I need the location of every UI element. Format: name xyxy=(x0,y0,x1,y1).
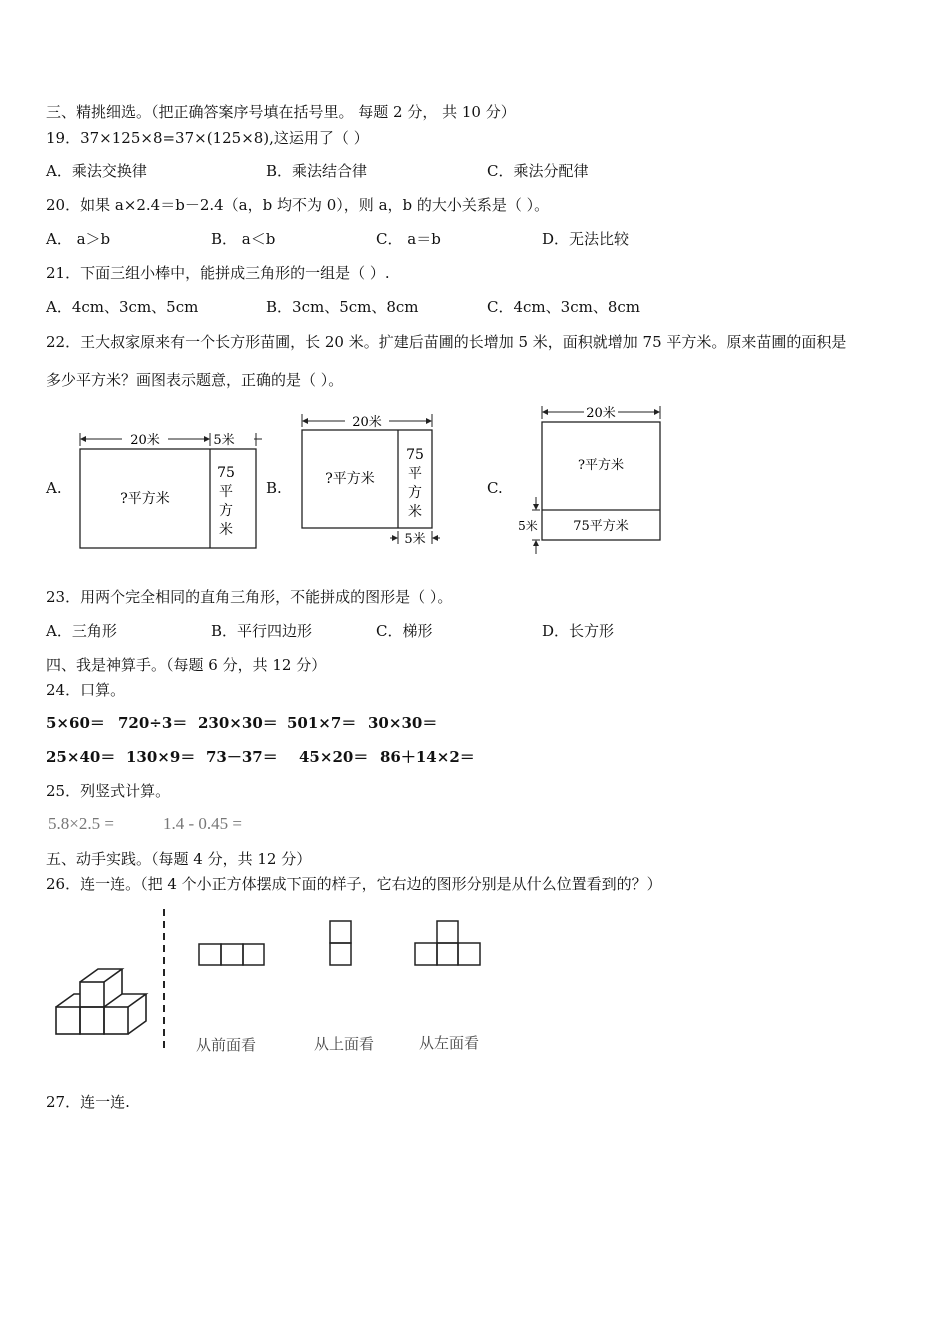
fig-b-unknown-area: ?平方米 xyxy=(325,471,375,487)
q20-option-a[interactable]: A． a＞b xyxy=(46,230,111,248)
fig-a-ping: 平 xyxy=(219,484,233,500)
fig-a-mi: 米 xyxy=(219,522,233,538)
fig-c-unknown-area: ?平方米 xyxy=(578,458,624,473)
q19-option-a[interactable]: A．乘法交换律 xyxy=(46,162,147,180)
fig-a-75: 75 xyxy=(217,465,235,481)
q23-stem: 23．用两个完全相同的直角三角形，不能拼成的图形是（ ）。 xyxy=(46,588,453,606)
q20-option-d[interactable]: D．无法比较 xyxy=(542,230,630,248)
q22-option-a-label[interactable]: A. xyxy=(46,479,62,497)
q19-stem: 19．37×125×8=37×(125×8),这运用了（ ） xyxy=(46,129,369,147)
q22-figure-b[interactable] xyxy=(298,410,450,550)
q22-figure-a[interactable] xyxy=(76,428,266,553)
q25-item-2: 1.4 - 0.45 = xyxy=(163,814,242,833)
q20-stem: 20．如果 a×2.4＝b－2.4（a，b 均不为 0），则 a，b 的大小关系是（ ）。 xyxy=(46,196,550,214)
q23-option-a[interactable]: A．三角形 xyxy=(46,622,117,640)
q19-option-c[interactable]: C．乘法分配律 xyxy=(487,162,589,180)
fig-a-unknown-area: ?平方米 xyxy=(120,491,170,507)
view-label-front[interactable]: 从前面看 xyxy=(195,1036,257,1054)
view-label-top[interactable]: 从上面看 xyxy=(313,1035,375,1053)
view-t-shape[interactable] xyxy=(415,921,480,965)
q23-option-d[interactable]: D．长方形 xyxy=(542,622,615,640)
view-two-stacked[interactable] xyxy=(330,921,351,965)
fig-c-len20: 20米 xyxy=(586,406,616,421)
view-label-left[interactable]: 从左面看 xyxy=(418,1034,480,1052)
view-three-in-row[interactable] xyxy=(199,944,264,965)
q26-figure xyxy=(48,905,508,1060)
q24-stem: 24．口算。 xyxy=(46,681,126,699)
fig-a-len5: 5米 xyxy=(213,433,235,448)
q20-option-c[interactable]: C． a＝b xyxy=(376,230,441,248)
cube-stack-drawing xyxy=(56,969,146,1034)
q22-option-c-label[interactable]: C. xyxy=(487,479,503,497)
q24-r2-1: 25×40＝ xyxy=(46,748,116,766)
q21-stem: 21．下面三组小棒中，能拼成三角形的一组是（ ）. xyxy=(46,264,390,282)
q22-option-b-label[interactable]: B. xyxy=(266,479,282,497)
q25-stem: 25．列竖式计算。 xyxy=(46,782,171,800)
q24-r1-1: 5×60＝ xyxy=(46,714,105,732)
q24-r2-4: 45×20＝ xyxy=(299,748,369,766)
q26-stem: 26．连一连。（把 4 个小正方体摆成下面的样子，它右边的图形分别是从什么位置看到的？） xyxy=(46,875,662,893)
fig-c-area75: 75平方米 xyxy=(573,519,629,534)
q24-r1-4: 501×7＝ xyxy=(287,714,357,732)
q21-option-a[interactable]: A．4cm、3cm、5cm xyxy=(46,298,199,316)
q27-stem: 27．连一连. xyxy=(46,1093,130,1111)
q24-r2-3: 73－37＝ xyxy=(206,748,278,766)
q19-option-b[interactable]: B．乘法结合律 xyxy=(266,162,368,180)
fig-b-75: 75 xyxy=(406,447,424,463)
q22-figure-c[interactable] xyxy=(512,402,667,557)
q24-r1-2: 720÷3＝ xyxy=(118,714,188,732)
q24-r2-5: 86＋14×2＝ xyxy=(380,748,475,766)
fig-a-len20: 20米 xyxy=(130,433,160,448)
fig-b-fang: 方 xyxy=(408,485,422,501)
q21-option-c[interactable]: C．4cm、3cm、8cm xyxy=(487,298,640,316)
q23-option-b[interactable]: B．平行四边形 xyxy=(211,622,313,640)
fig-c-len5: 5米 xyxy=(518,519,538,533)
q23-option-c[interactable]: C．梯形 xyxy=(376,622,433,640)
q24-r1-5: 30×30＝ xyxy=(368,714,438,732)
q25-item-1: 5.8×2.5 = xyxy=(48,814,114,833)
q24-r1-3: 230×30＝ xyxy=(198,714,278,732)
fig-b-len5: 5米 xyxy=(404,532,426,547)
fig-b-mi: 米 xyxy=(408,504,422,520)
q22-stem-line2: 多少平方米？画图表示题意，正确的是（ ）。 xyxy=(46,371,344,389)
fig-b-len20: 20米 xyxy=(352,415,382,430)
fig-b-ping: 平 xyxy=(408,466,422,482)
q22-stem-line1: 22．王大叔家原来有一个长方形苗圃，长 20 米。扩建后苗圃的长增加 5 米，面积就增加 75 平方米。原来苗圃的面积是 xyxy=(46,333,847,351)
section3-title: 三、精挑细选。（把正确答案序号填在括号里。 每题 2 分， 共 10 分） xyxy=(46,103,516,121)
q24-r2-2: 130×9＝ xyxy=(126,748,196,766)
q20-option-b[interactable]: B． a＜b xyxy=(211,230,276,248)
section5-title: 五、动手实践。（每题 4 分，共 12 分） xyxy=(46,850,312,868)
q21-option-b[interactable]: B．3cm、5cm、8cm xyxy=(266,298,419,316)
fig-a-fang: 方 xyxy=(219,503,233,519)
section4-title: 四、我是神算手。（每题 6 分，共 12 分） xyxy=(46,656,327,674)
